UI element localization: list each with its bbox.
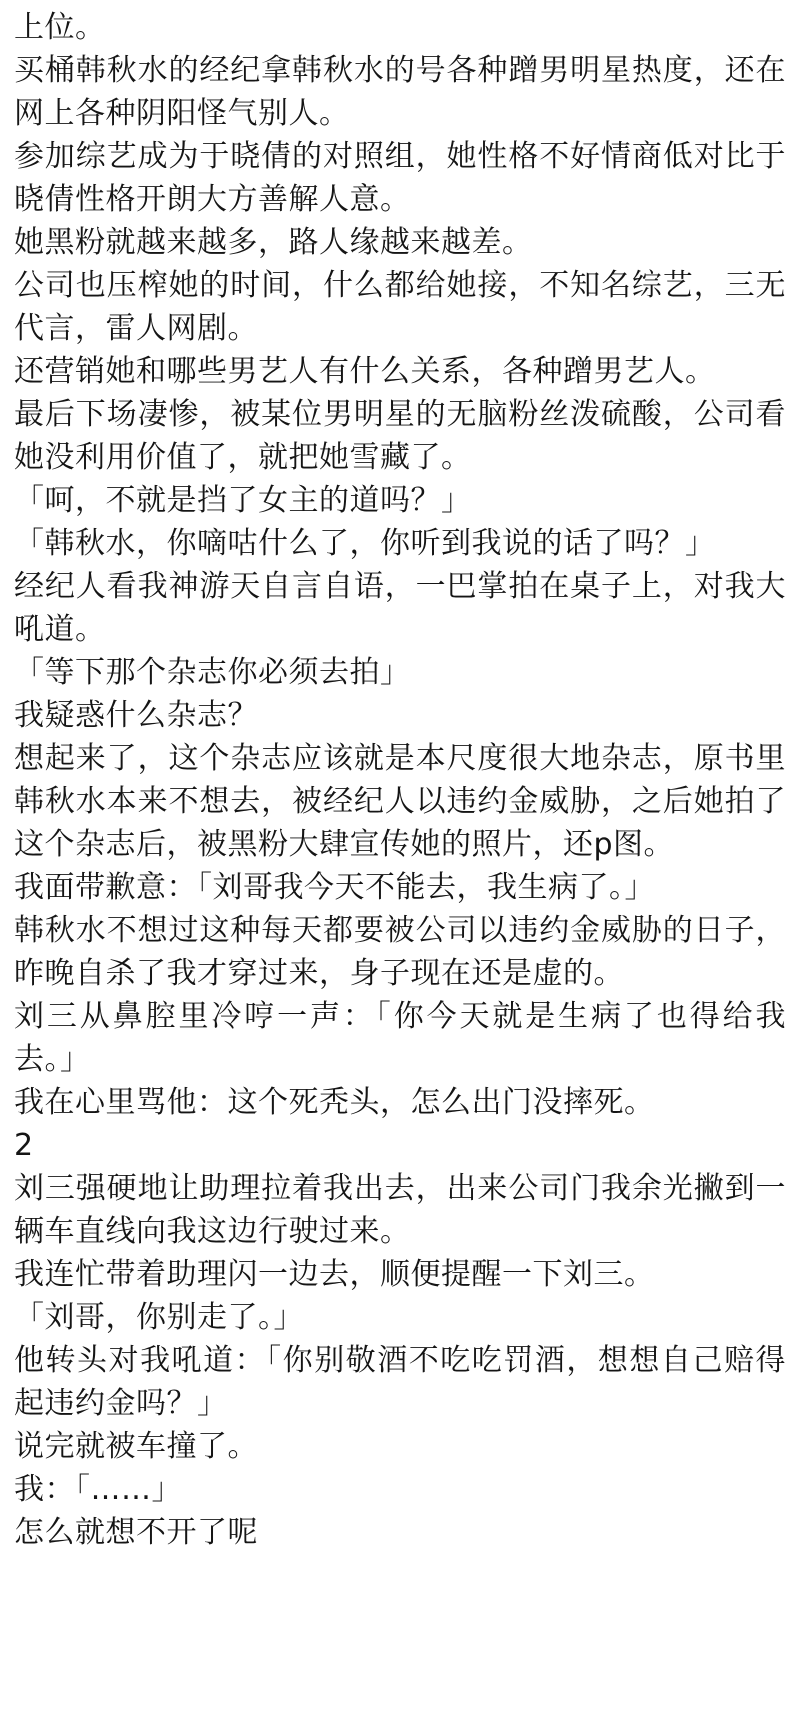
paragraph: 「刘哥，你别走了。」 <box>14 1300 304 1335</box>
paragraph: 说完就被车撞了。 <box>14 1429 258 1464</box>
paragraph: 韩秋水不想过这种每天都要被公司以违约金威胁的日子，昨晚自杀了我才穿过来，身子现在还是虚的。 <box>14 913 786 991</box>
paragraph: 怎么就想不开了呢 <box>14 1515 258 1550</box>
paragraph: 我：「……」 <box>14 1472 182 1507</box>
paragraph: 公司也压榨她的时间，什么都给她接，不知名综艺，三无代言，雷人网剧。 <box>14 268 786 346</box>
novel-body-text <box>14 6 786 1554</box>
paragraph: 我面带歉意：「刘哥我今天不能去，我生病了。」 <box>14 870 655 905</box>
paragraph: 我连忙带着助理闪一边去，顺便提醒一下刘三。 <box>14 1257 655 1292</box>
paragraph: 2 <box>14 1128 34 1163</box>
paragraph: 她黑粉就越来越多，路人缘越来越差。 <box>14 225 533 260</box>
paragraph: 我疑惑什么杂志？ <box>14 698 258 733</box>
paragraph: 最后下场凄惨，被某位男明星的无脑粉丝泼硫酸，公司看她没利用价值了，就把她雪藏了。 <box>14 397 786 475</box>
paragraph: 上位。 <box>14 10 106 45</box>
paragraph: 「呵，不就是挡了女主的道吗？」 <box>14 483 472 518</box>
paragraph: 「等下那个杂志你必须去拍」 <box>14 655 411 690</box>
paragraph: 参加综艺成为于晓倩的对照组，她性格不好情商低对比于晓倩性格开朗大方善解人意。 <box>14 139 786 217</box>
paragraph: 经纪人看我神游天自言自语，一巴掌拍在桌子上，对我大吼道。 <box>14 569 786 647</box>
paragraph: 刘三强硬地让助理拉着我出去，出来公司门我余光撇到一辆车直线向我这边行驶过来。 <box>14 1171 786 1249</box>
paragraph: 刘三从鼻腔里冷哼一声：「你今天就是生病了也得给我去。」 <box>14 999 786 1077</box>
paragraph: 想起来了，这个杂志应该就是本尺度很大地杂志，原书里韩秋水本来不想去，被经纪人以违约金威胁，之后她拍了这个杂志后，被黑粉大肆宣传她的照片，还p图。 <box>14 741 786 862</box>
paragraph: 他转头对我吼道：「你别敬酒不吃吃罚酒，想想自己赔得起违约金吗？」 <box>14 1343 786 1421</box>
paragraph: 买桶韩秋水的经纪拿韩秋水的号各种蹭男明星热度，还在网上各种阴阳怪气别人。 <box>14 53 786 131</box>
paragraph: 「韩秋水，你嘀咕什么了，你听到我说的话了吗？」 <box>14 526 716 561</box>
paragraph: 我在心里骂他：这个死秃头，怎么出门没摔死。 <box>14 1085 655 1120</box>
paragraph: 还营销她和哪些男艺人有什么关系，各种蹭男艺人。 <box>14 354 716 389</box>
